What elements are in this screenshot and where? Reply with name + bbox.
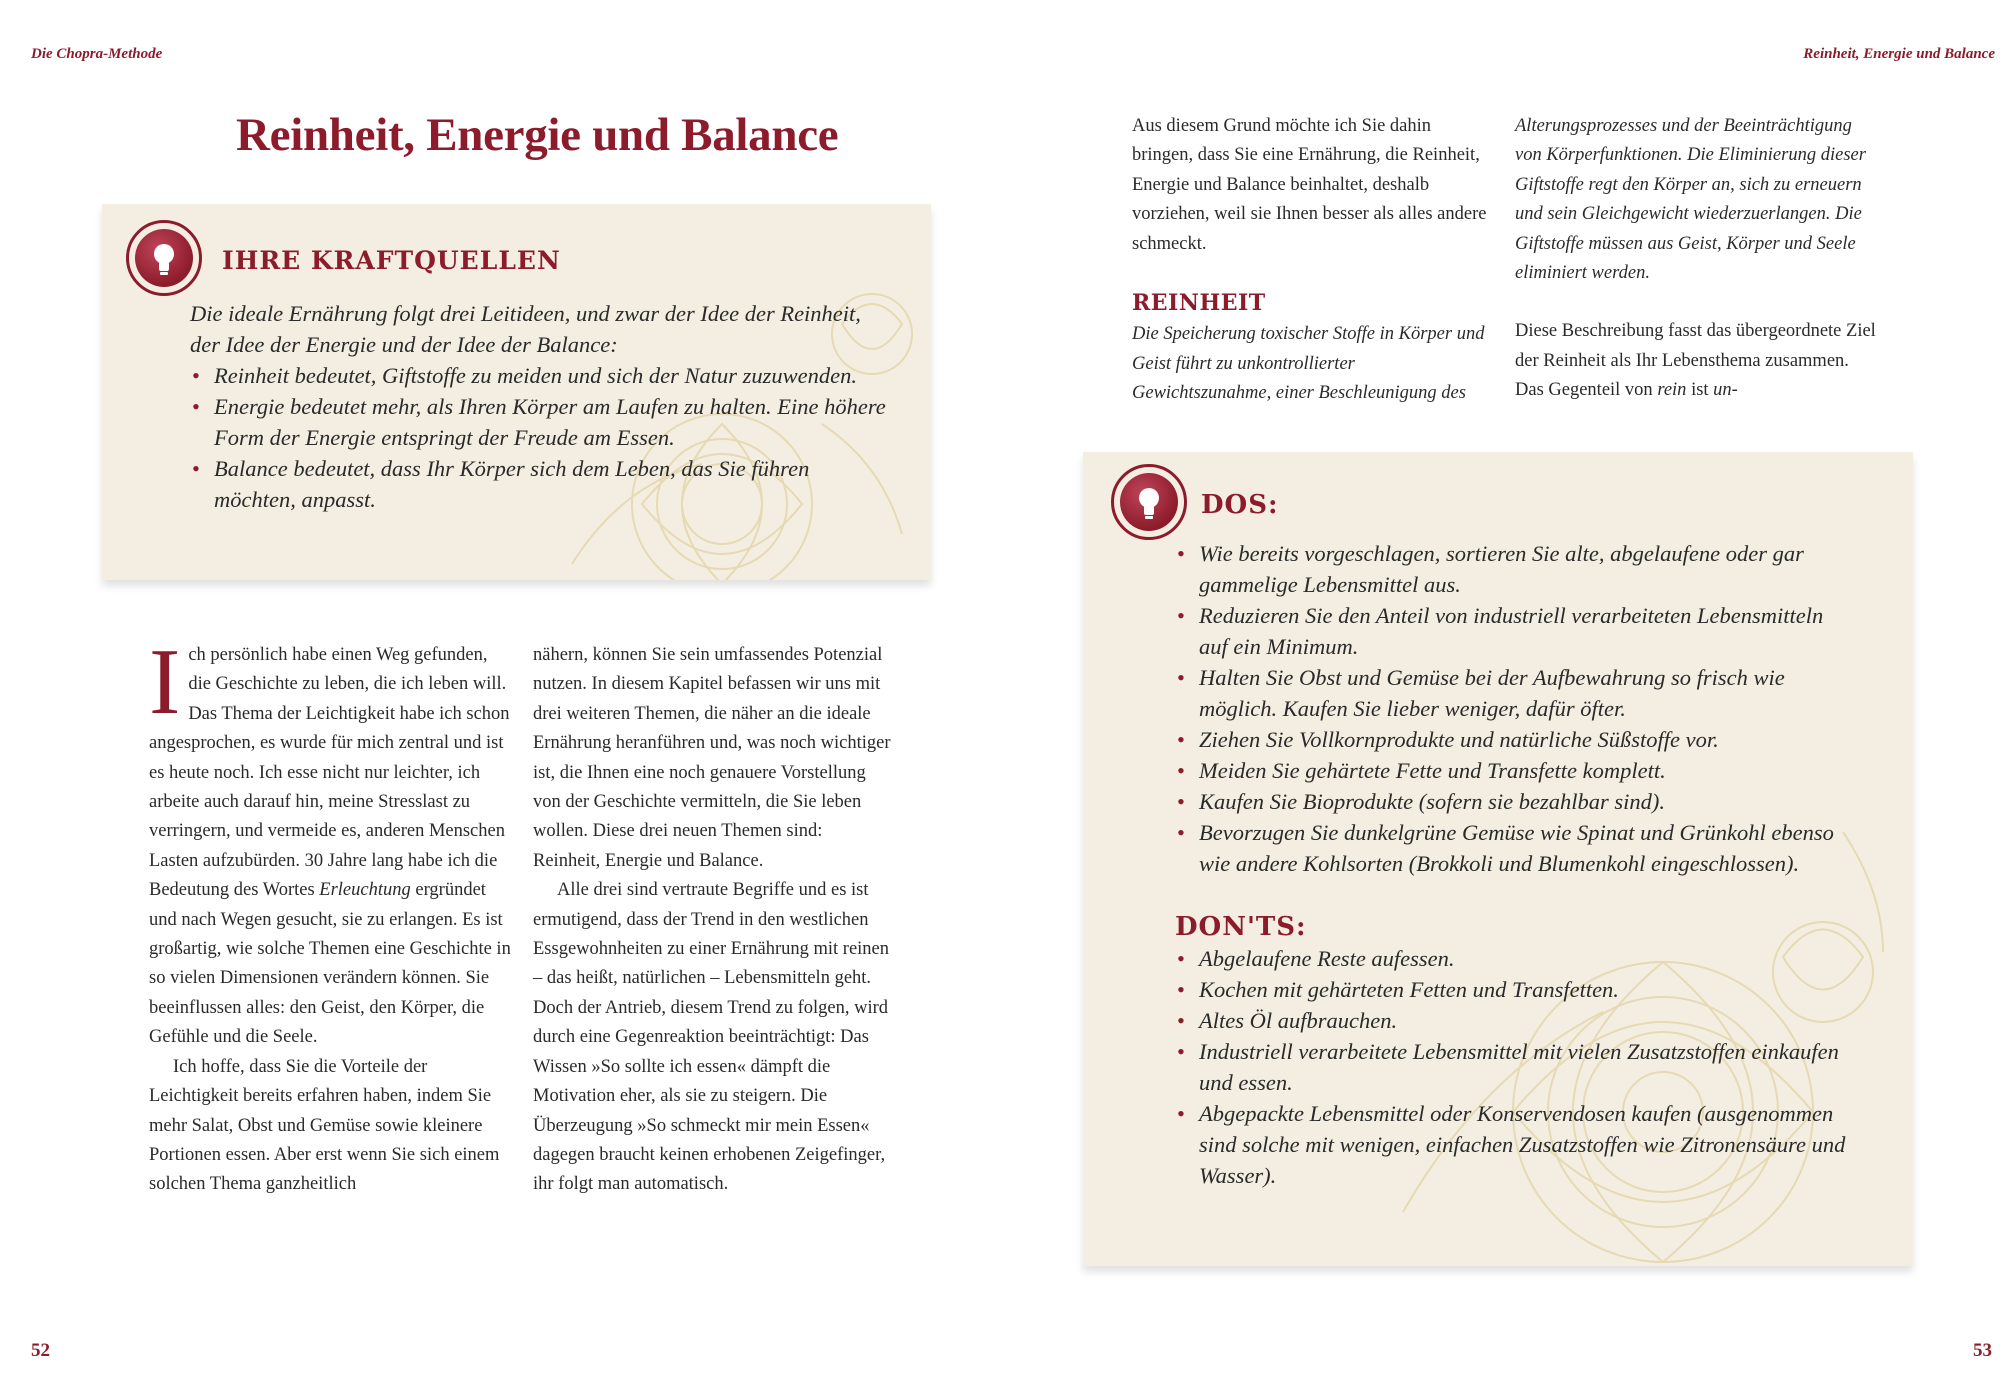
section-heading-reinheit: REINHEIT bbox=[1132, 290, 1266, 317]
body-paragraph: Ich hoffe, dass Sie die Vorteile der Leichtigkeit bereits erfahren haben, indem Sie mehr Salat, Obst und Gemüse sowie kleinere Portionen essen. Aber erst wenn Sie sich einem solchen Thema ganzheitlich bbox=[149, 1056, 500, 1195]
kraftquellen-intro: Die ideale Ernährung folgt drei Leitideen, und zwar der Idee der Reinheit, der Idee der Energie und der Idee der Balance: bbox=[190, 301, 861, 357]
donts-item: • Abgepackte Lebensmittel oder Konservendosen kaufen (ausgenommen sind solche mit wenigen, einfachen Zusatzstoffen wie Zitronensäure und Wasser). bbox=[1175, 1098, 1855, 1191]
drop-cap: I bbox=[149, 630, 181, 734]
kraftquellen-content bbox=[190, 298, 890, 515]
kraftquellen-heading: IHRE KRAFTQUELLEN bbox=[222, 246, 561, 275]
running-head-right: Reinheit, Energie und Balance bbox=[1803, 46, 1995, 62]
dos-item: • Bevorzugen Sie dunkelgrüne Gemüse wie Spinat und Grünkohl ebenso wie andere Kohlsorten (Brokkoli und Blumenkohl eingeschlossen). bbox=[1175, 817, 1855, 879]
body-paragraph: Alle drei sind vertraute Begriffe und es ist ermutigend, dass der Trend in den westlichen Essgewohnheiten zu einer Ernährung mit reinen – das heißt, natürlichen – Lebensmitteln geht. Doch der Antrieb, diesem Trend zu folgen, wird durch eine Gegenreaktion beeinträchtigt: Das Wissen »So sollte ich essen« dämpft die Motivation eher, als sie zu steigern. Die Überzeugung »So schmeckt mir mein Essen« dagegen braucht keinen erhobenen Zeigefinger, ihr folgt man automatisch. bbox=[533, 880, 890, 1195]
dos-item: • Halten Sie Obst und Gemüse bei der Aufbewahrung so frisch wie möglich. Kaufen Sie lieber weniger, dafür öfter. bbox=[1175, 662, 1855, 724]
page-number-left: 52 bbox=[31, 1340, 50, 1361]
lightbulb-icon bbox=[1114, 467, 1184, 537]
dos-item: • Ziehen Sie Vollkornprodukte und natürliche Süßstoffe vor. bbox=[1175, 724, 1855, 755]
kraftquellen-item: • Balance bedeutet, dass Ihr Körper sich dem Leben, das Sie führen möchten, anpasst. bbox=[190, 453, 890, 515]
kraftquellen-list bbox=[190, 360, 890, 515]
dos-item: • Meiden Sie gehärtete Fette und Transfette komplett. bbox=[1175, 755, 1855, 786]
donts-heading: DON'TS: bbox=[1175, 912, 1307, 942]
left-column-1 bbox=[149, 630, 511, 1200]
running-head-left: Die Chopra-Methode bbox=[31, 46, 163, 62]
kraftquellen-box bbox=[102, 204, 931, 580]
dos-item: • Reduzieren Sie den Anteil von industriell verarbeiteten Lebensmitteln auf ein Minimum. bbox=[1175, 600, 1855, 662]
tip-badge bbox=[126, 220, 202, 296]
dos-donts-content bbox=[1175, 538, 1855, 1191]
right-column-2 bbox=[1515, 112, 1877, 406]
body-paragraph: nähern, können Sie sein umfassendes Potenzial nutzen. In diesem Kapitel befassen wir uns mit drei weiteren Themen, die näher an die ideale Ernährung heranführen und, was noch wichtiger ist, die Ihnen eine noch genauere Vorstellung von der Geschichte vermitteln, die Sie leben wollen. Diese drei neuen Themen sind: Reinheit, Energie und Balance. bbox=[533, 645, 891, 871]
donts-item: • Kochen mit gehärteten Fetten und Transfetten. bbox=[1175, 974, 1855, 1005]
body-paragraph: Diese Beschreibung fasst das übergeordnete Ziel der Reinheit als Ihr Lebensthema zusammen. Das Gegenteil von rein ist un- bbox=[1515, 321, 1876, 401]
kraftquellen-item: • Reinheit bedeutet, Giftstoffe zu meiden und sich der Natur zuzuwenden. bbox=[190, 360, 890, 391]
donts-item: • Altes Öl aufbrauchen. bbox=[1175, 1005, 1855, 1036]
donts-item: • Abgelaufene Reste aufessen. bbox=[1175, 943, 1855, 974]
dos-item: • Kaufen Sie Bioprodukte (sofern sie bezahlbar sind). bbox=[1175, 786, 1855, 817]
dos-item: • Wie bereits vorgeschlagen, sortieren Sie alte, abgelaufene oder gar gammelige Lebensmittel aus. bbox=[1175, 538, 1855, 600]
lightbulb-icon bbox=[129, 223, 199, 293]
body-paragraph: Die Speicherung toxischer Stoffe in Körper und Geist führt zu unkontrollierter Gewichtszunahme, einer Beschleunigung des bbox=[1132, 324, 1485, 404]
page-title: Reinheit, Energie und Balance bbox=[236, 109, 839, 161]
page-number-right: 53 bbox=[1973, 1340, 1992, 1361]
dos-heading: DOS: bbox=[1201, 490, 1279, 520]
dos-donts-box bbox=[1083, 452, 1913, 1266]
donts-list bbox=[1175, 943, 1855, 1191]
dos-list bbox=[1175, 538, 1855, 879]
left-column-2 bbox=[533, 641, 893, 1200]
body-paragraph: Aus diesem Grund möchte ich Sie dahin bringen, dass Sie eine Ernährung, die Reinheit, Energie und Balance beinhaltet, deshalb vorziehen, weil sie Ihnen besser als alles andere schmeckt. bbox=[1132, 116, 1487, 254]
body-paragraph: Alterungsprozesses und der Beeinträchtigung von Körperfunktionen. Die Eliminierung dieser Giftstoffe regt den Körper an, sich zu erneuern und sein Gleichgewicht wiederzuerlangen. Die Giftstoffe müssen aus Geist, Körper und Seele eliminiert werden. bbox=[1515, 116, 1866, 284]
kraftquellen-item: • Energie bedeutet mehr, als Ihren Körper am Laufen zu halten. Eine höhere Form der Energie entspringt der Freude am Essen. bbox=[190, 391, 890, 453]
tip-badge bbox=[1111, 464, 1187, 540]
donts-item: • Industriell verarbeitete Lebensmittel mit vielen Zusatzstoffen einkaufen und essen. bbox=[1175, 1036, 1855, 1098]
right-column-1 bbox=[1132, 112, 1494, 409]
body-paragraph: Ich persönlich habe einen Weg gefunden, die Geschichte zu leben, die ich leben will. Das Thema der Leichtigkeit habe ich schon angesprochen, es wurde für mich zentral und ist es heute noch. Ich esse nicht nur leichter, ich arbeite auch darauf hin, meine Stresslast zu verringern, und vermeide es, anderen Menschen Lasten aufzubürden. 30 Jahre lang habe ich die Bedeutung des Wortes Erleuchtung ergründet und nach Wegen gesucht, sie zu erlangen. Es ist großartig, wie solche Themen eine Geschichte in so vielen Dimensionen verändern können. Sie beeinflussen alles: den Geist, den Körper, die Gefühle und die Seele. bbox=[149, 630, 511, 1048]
